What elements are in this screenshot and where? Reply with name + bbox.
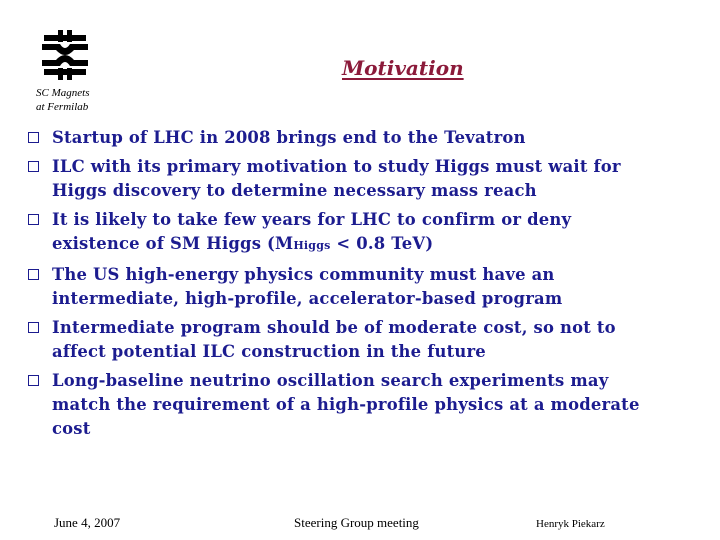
bullet-line: affect potential ILC construction in the future <box>52 342 486 361</box>
bullet-line: Higgs discovery to determine necessary mass reach <box>52 181 537 200</box>
checkbox-bullet-icon <box>28 269 39 280</box>
checkbox-bullet-icon <box>28 375 39 386</box>
text: existence of SM Higgs (M <box>52 234 294 253</box>
logo-caption <box>36 86 89 114</box>
fermilab-logo-icon <box>38 30 92 80</box>
bullet-line: It is likely to take few years for LHC to confirm or deny <box>52 210 572 229</box>
logo-caption-line: at Fermilab <box>36 101 89 113</box>
bullet-item <box>28 263 718 311</box>
checkbox-bullet-icon <box>28 161 39 172</box>
bullet-line: Long-baseline neutrino oscillation search experiments may <box>52 371 609 390</box>
bullet-item <box>28 126 718 150</box>
bullet-line: Intermediate program should be of moderate cost, so not to <box>52 318 616 337</box>
logo-caption-line: SC Magnets <box>36 87 90 99</box>
bullet-item <box>28 208 718 258</box>
footer-event: Steering Group meeting <box>294 515 419 530</box>
text: < 0.8 TeV) <box>330 234 434 253</box>
bullet-item <box>28 369 718 441</box>
bullet-line: ILC with its primary motivation to study Higgs must wait for <box>52 157 621 176</box>
footer-date: June 4, 2007 <box>54 515 121 530</box>
checkbox-bullet-icon <box>28 132 39 143</box>
bullet-line: match the requirement of a high-profile physics at a moderate <box>52 395 640 414</box>
footer-author: Henryk Piekarz <box>536 518 605 530</box>
subscript: Higgs <box>293 239 331 252</box>
bullet-line: intermediate, high-profile, accelerator-based program <box>52 289 563 308</box>
bullet-item <box>28 155 718 203</box>
checkbox-bullet-icon <box>28 214 39 225</box>
bullet-item <box>28 316 718 364</box>
bullet-list <box>28 126 718 446</box>
checkbox-bullet-icon <box>28 322 39 333</box>
bullet-line <box>52 232 718 258</box>
bullet-line: The US high-energy physics community must have an <box>52 265 555 284</box>
slide-title: Motivation <box>342 56 464 80</box>
bullet-line: cost <box>52 419 91 438</box>
bullet-line: Startup of LHC in 2008 brings end to the Tevatron <box>52 128 526 147</box>
